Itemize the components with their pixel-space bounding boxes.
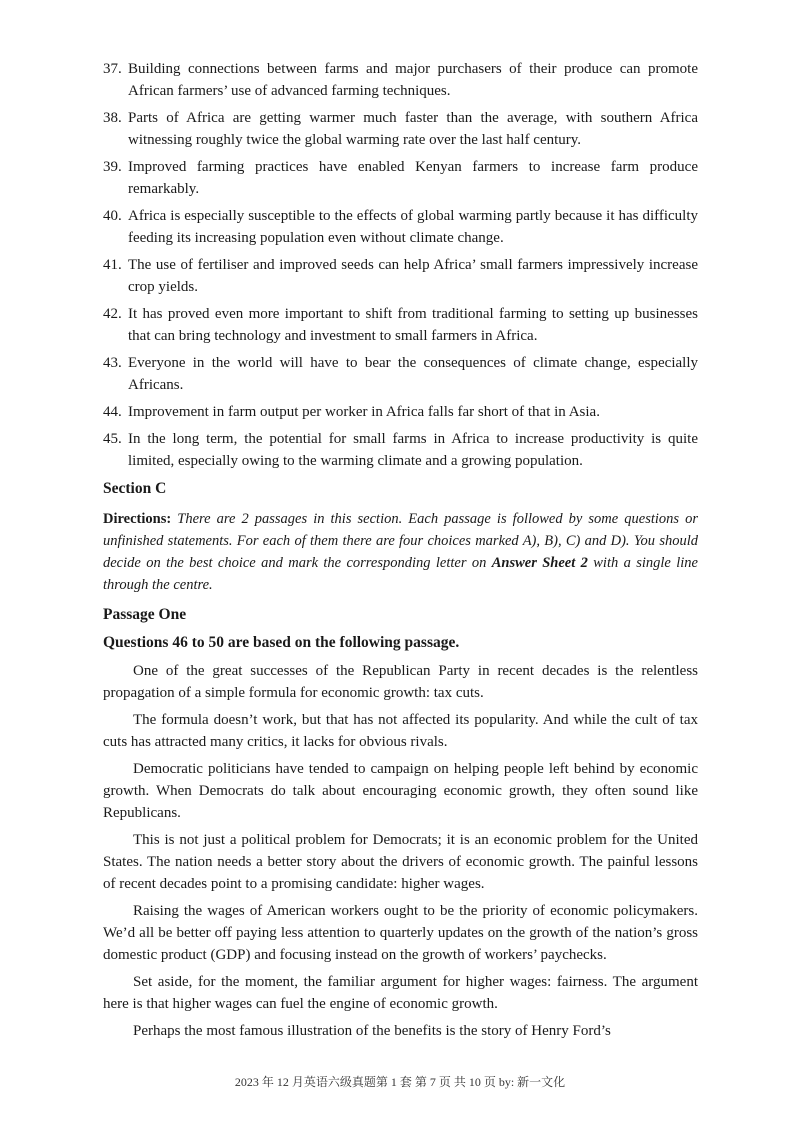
question-item: [103, 428, 698, 472]
question-text: The use of fertiliser and improved seeds can help Africa’ small farmers impressively increase crop yields.: [128, 257, 698, 295]
question-number: 38.: [103, 110, 122, 126]
page-content: [103, 58, 698, 1047]
answer-sheet-label: Answer Sheet 2: [491, 555, 588, 571]
question-list: [103, 58, 698, 472]
passage-paragraph: Perhaps the most famous illustration of the benefits is the story of Henry Ford’s: [133, 1023, 611, 1039]
directions: [103, 508, 698, 596]
directions-text: There are 2 passages in this section. Each passage is followed by some questions or unfinished statements. For each of them there are four choices marked A), B), C) and D). You should decide on the best choice and mark the corresponding letter on: [103, 511, 698, 571]
question-item: [103, 254, 698, 298]
question-number: 41.: [103, 257, 122, 273]
passage-paragraph: Democratic politicians have tended to campaign on helping people left behind by economic growth. When Democrats do talk about encouraging economic growth, they often sound like Republicans.: [103, 761, 698, 821]
question-item: [103, 156, 698, 200]
passage-paragraph: Raising the wages of American workers ought to be the priority of economic policymakers. We’d all be better off paying less attention to quarterly updates on the growth of the nation’s gross domestic product (GDP) and focusing instead on the growth of workers’ paychecks.: [103, 903, 698, 963]
passage-subtitle: Questions 46 to 50 are based on the following passage.: [103, 634, 460, 651]
question-item: [103, 107, 698, 151]
question-item: [103, 205, 698, 249]
question-item: [103, 58, 698, 102]
directions-label: Directions:: [103, 511, 172, 527]
question-item: [103, 303, 698, 347]
question-item: [103, 401, 698, 423]
question-text: Building connections between farms and major purchasers of their produce can promote African farmers’ use of advanced farming techniques.: [128, 61, 698, 99]
question-text: Africa is especially susceptible to the effects of global warming partly because it has difficulty feeding its increasing population even without climate change.: [128, 208, 698, 246]
passage-body: [103, 660, 698, 1042]
question-text: In the long term, the potential for small farms in Africa to increase productivity is quite limited, especially owing to the warming climate and a growing population.: [128, 431, 698, 469]
passage-paragraph: This is not just a political problem for Democrats; it is an economic problem for the United States. The nation needs a better story about the drivers of economic growth. The painful lessons of recent decades point to a promising candidate: higher wages.: [103, 832, 698, 892]
question-text: Parts of Africa are getting warmer much faster than the average, with southern Africa witnessing roughly twice the global warming rate over the last half century.: [128, 110, 698, 148]
question-text: Everyone in the world will have to bear the consequences of climate change, especially Africans.: [128, 355, 698, 393]
passage-paragraph: One of the great successes of the Republican Party in recent decades is the relentless propagation of a simple formula for economic growth: tax cuts.: [103, 663, 698, 701]
question-number: 44.: [103, 404, 122, 420]
question-number: 40.: [103, 208, 122, 224]
question-text: Improved farming practices have enabled Kenyan farmers to increase farm produce remarkably.: [128, 159, 698, 197]
question-item: [103, 352, 698, 396]
question-number: 43.: [103, 355, 122, 371]
question-text: Improvement in farm output per worker in Africa falls far short of that in Asia.: [128, 404, 600, 420]
question-number: 45.: [103, 431, 122, 447]
passage-paragraph: The formula doesn’t work, but that has not affected its popularity. And while the cult of tax cuts has attracted many critics, it lacks for obvious rivals.: [103, 712, 698, 750]
section-title: Section C: [103, 480, 167, 497]
directions-tail: with a single line through the centre.: [103, 555, 698, 593]
passage-title: Passage One: [103, 606, 187, 623]
passage-paragraph: Set aside, for the moment, the familiar argument for higher wages: fairness. The argument here is that higher wages can fuel the engine of economic growth.: [103, 974, 698, 1012]
question-number: 42.: [103, 306, 122, 322]
question-number: 39.: [103, 159, 122, 175]
page-footer: 2023 年 12 月英语六级真题第 1 套 第 7 页 共 10 页 by: 新一文化: [234, 1075, 566, 1089]
question-text: It has proved even more important to shift from traditional farming to setting up businesses that can bring technology and investment to small farmers in Africa.: [128, 306, 698, 344]
question-number: 37.: [103, 61, 122, 77]
